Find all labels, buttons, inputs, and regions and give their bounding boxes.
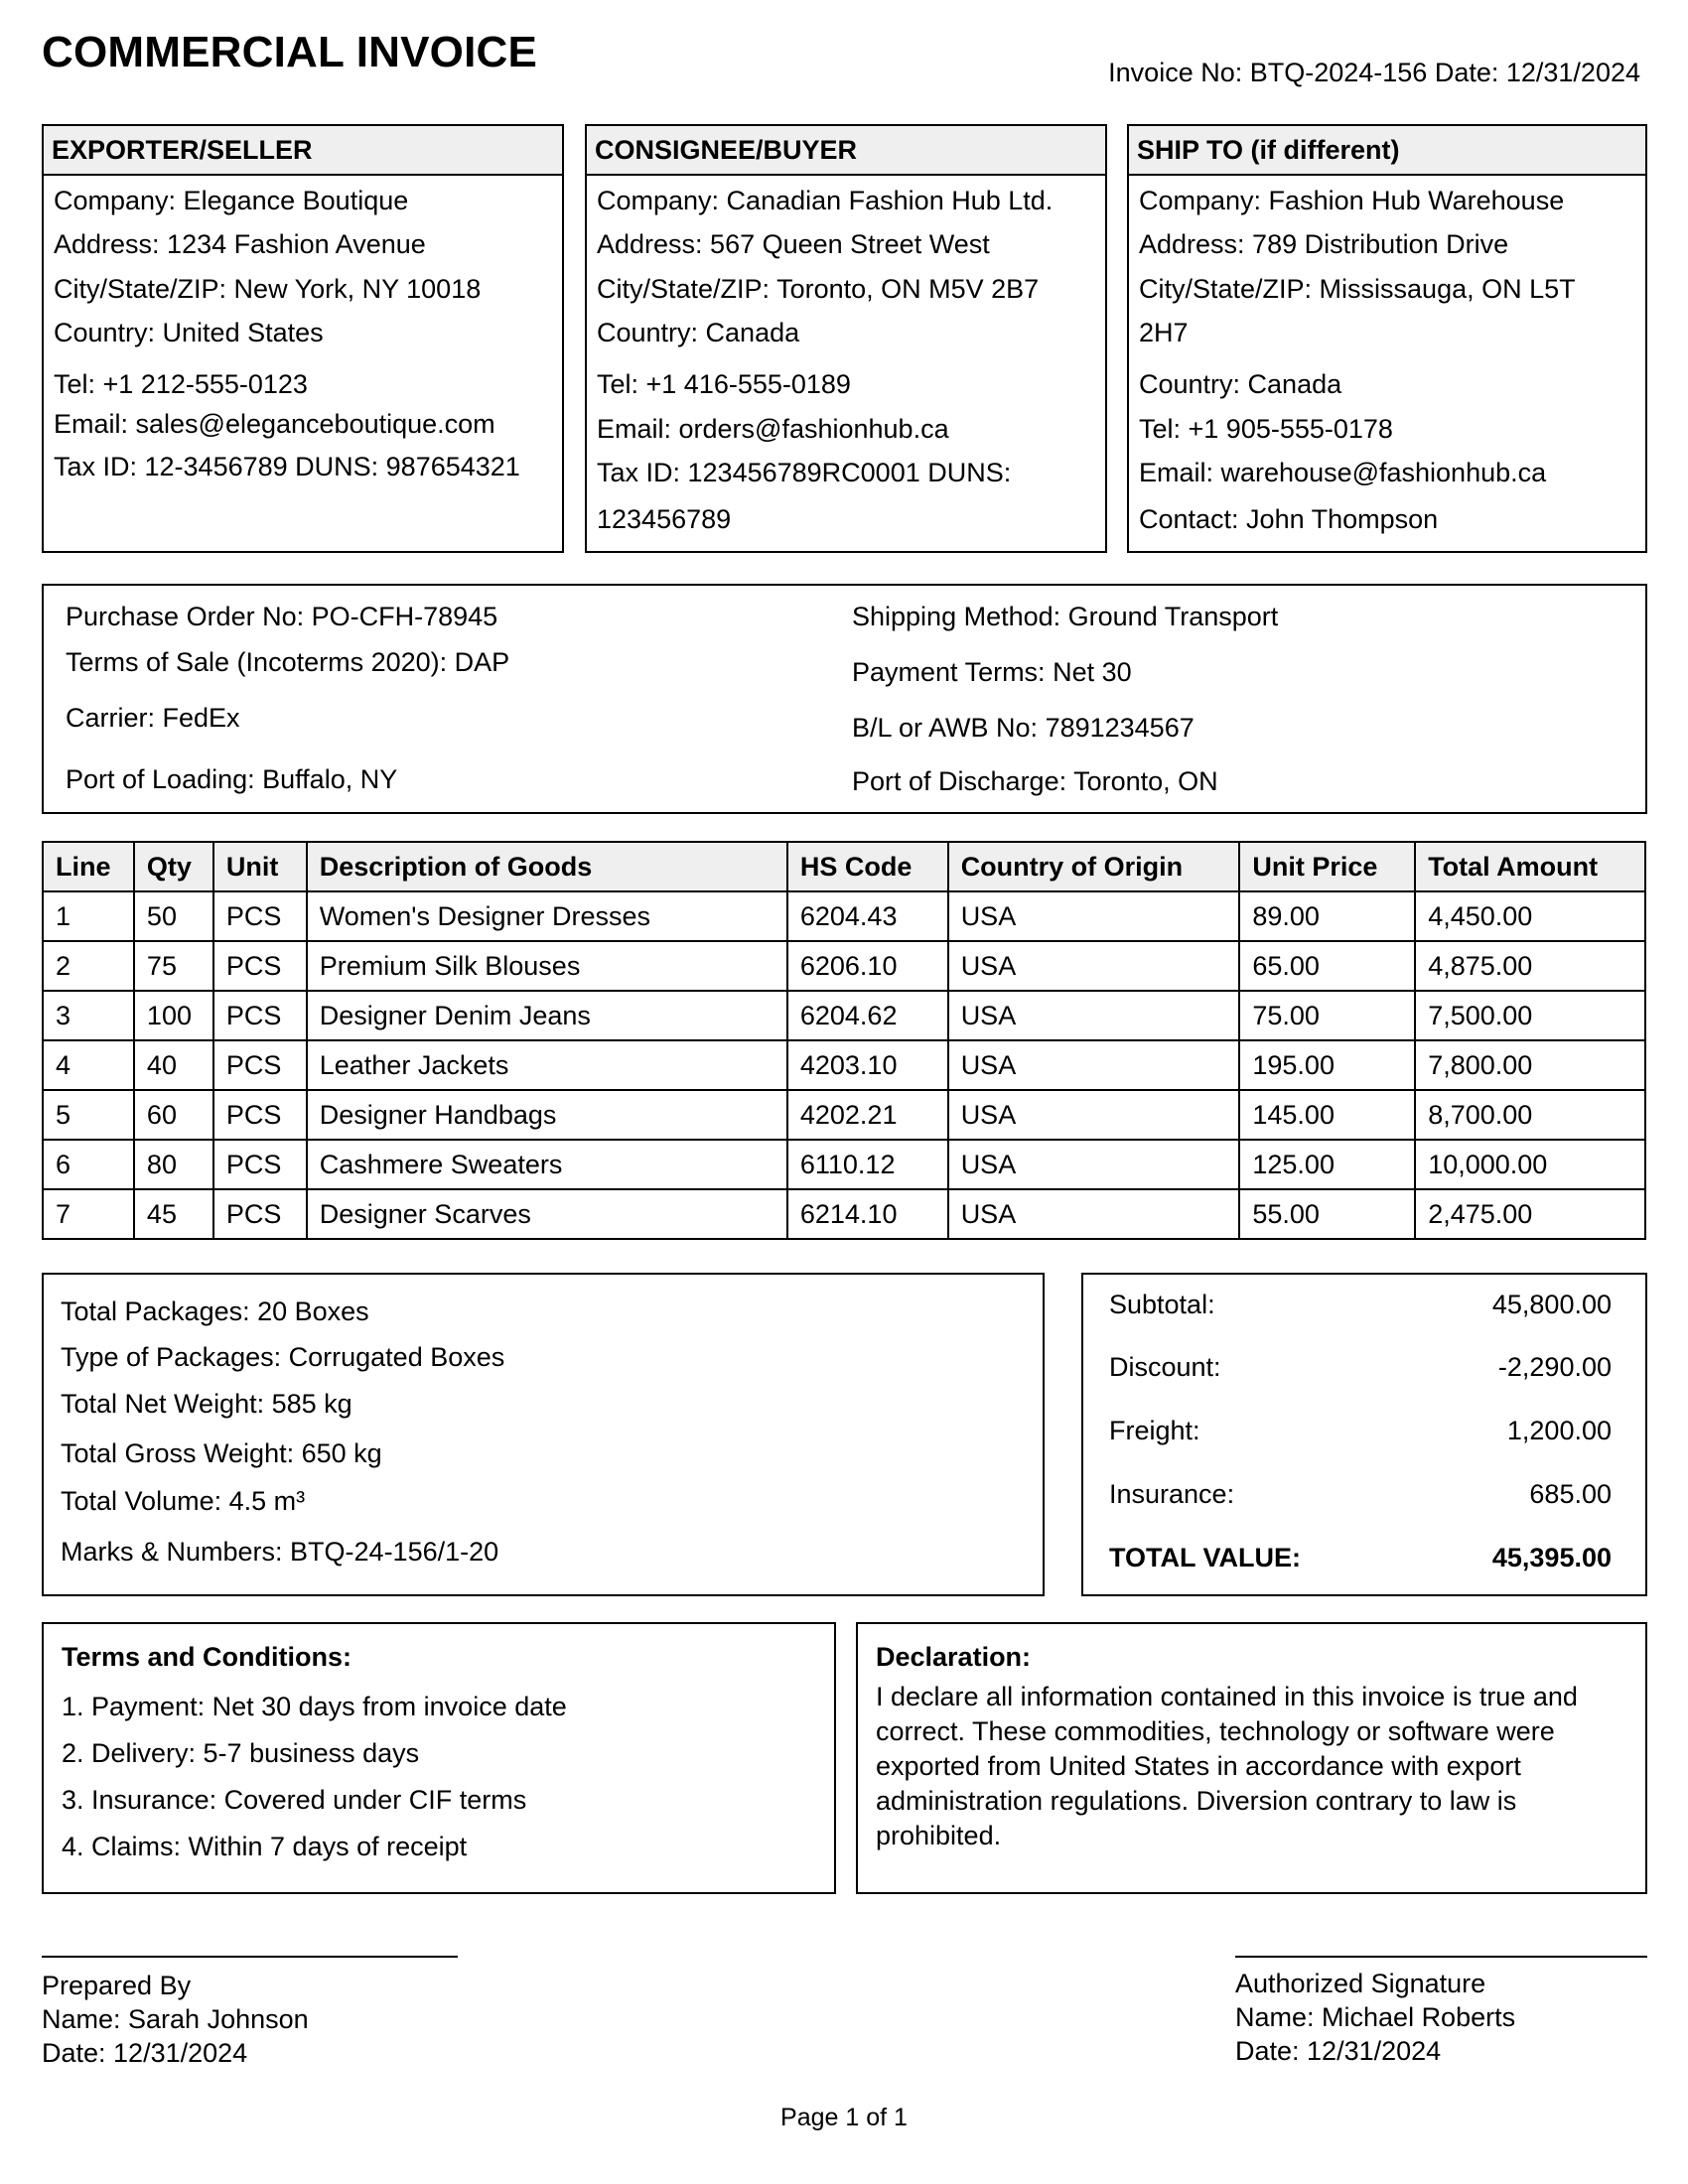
freight-value: 1,200.00 [1506,1416,1612,1445]
purchase-order: Purchase Order No: PO-CFH-78945 [66,602,498,631]
cell-origin: USA [948,1189,1240,1239]
col-header-line: Line [43,842,134,891]
col-header-unit: Unit [213,842,307,891]
ship-to-email: Email: warehouse@fashionhub.ca [1139,458,1547,487]
table-row [43,991,1645,1040]
cell-line: 1 [43,891,134,941]
exporter-company: Company: Elegance Boutique [54,186,409,215]
exporter-heading: EXPORTER/SELLER [44,126,562,176]
table-header-row [43,842,1645,891]
consignee-tel: Tel: +1 416-555-0189 [597,369,851,399]
table-row [43,1140,1645,1189]
table-row [43,1090,1645,1140]
discount-value: -2,290.00 [1497,1352,1612,1382]
term-item: 2. Delivery: 5-7 business days [62,1738,420,1768]
cell-unit-price: 125.00 [1239,1140,1415,1189]
declaration-box [856,1622,1647,1894]
cell-unit: PCS [213,1090,307,1140]
ship-to-tel: Tel: +1 905-555-0178 [1139,414,1393,444]
col-header-unit-price: Unit Price [1239,842,1415,891]
prepared-by-name: Name: Sarah Johnson [42,2004,309,2034]
cell-qty: 40 [134,1040,213,1090]
cell-total-amount: 8,700.00 [1415,1090,1645,1140]
marks-numbers: Marks & Numbers: BTQ-24-156/1-20 [61,1537,499,1567]
cell-unit: PCS [213,1040,307,1090]
cell-total-amount: 2,475.00 [1415,1189,1645,1239]
exporter-box [42,124,564,553]
exporter-city: City/State/ZIP: New York, NY 10018 [54,274,482,304]
authorized-signature-line [1235,1956,1647,1958]
consignee-company: Company: Canadian Fashion Hub Ltd. [597,186,1054,215]
term-item: 4. Claims: Within 7 days of receipt [62,1832,468,1861]
cell-description: Designer Handbags [307,1090,787,1140]
cell-unit-price: 55.00 [1239,1189,1415,1239]
declaration-heading: Declaration: [876,1642,1032,1672]
ship-to-address: Address: 789 Distribution Drive [1139,229,1509,259]
cell-qty: 80 [134,1140,213,1189]
cell-origin: USA [948,1040,1240,1090]
cell-hs-code: 4203.10 [787,1040,948,1090]
freight-label: Freight: [1109,1416,1200,1445]
shipping-details-box [42,584,1647,814]
total-packages: Total Packages: 20 Boxes [61,1297,369,1326]
cell-description: Designer Scarves [307,1189,787,1239]
cell-line: 7 [43,1189,134,1239]
page-number: Page 1 of 1 [780,2104,908,2131]
port-of-loading: Port of Loading: Buffalo, NY [66,764,398,794]
ship-to-city: City/State/ZIP: Mississauga, ON L5T [1139,274,1576,304]
totals-box [1081,1273,1647,1596]
cell-unit: PCS [213,991,307,1040]
net-weight: Total Net Weight: 585 kg [61,1389,352,1419]
prepared-signature-line [42,1956,458,1958]
exporter-country: Country: United States [54,318,324,347]
insurance-value: 685.00 [1529,1479,1612,1509]
consignee-duns: 123456789 [597,504,732,534]
consignee-tax-id: Tax ID: 123456789RC0001 DUNS: [597,458,1012,487]
cell-total-amount: 4,875.00 [1415,941,1645,991]
consignee-box [585,124,1107,553]
col-header-total-amount: Total Amount [1415,842,1645,891]
cell-line: 5 [43,1090,134,1140]
cell-origin: USA [948,891,1240,941]
col-header-description: Description of Goods [307,842,787,891]
cell-description: Women's Designer Dresses [307,891,787,941]
total-volume: Total Volume: 4.5 m³ [61,1486,306,1516]
cell-unit-price: 195.00 [1239,1040,1415,1090]
cell-line: 3 [43,991,134,1040]
cell-line: 4 [43,1040,134,1090]
consignee-address: Address: 567 Queen Street West [597,229,990,259]
cell-qty: 60 [134,1090,213,1140]
ship-to-box [1127,124,1647,553]
cell-hs-code: 6204.43 [787,891,948,941]
cell-origin: USA [948,1140,1240,1189]
shipping-method: Shipping Method: Ground Transport [852,602,1279,631]
terms-heading: Terms and Conditions: [62,1642,352,1672]
total-value-label: TOTAL VALUE: [1109,1543,1301,1572]
cell-total-amount: 7,500.00 [1415,991,1645,1040]
cell-origin: USA [948,941,1240,991]
packages-box [42,1273,1045,1596]
authorized-signature-block [1235,1967,1515,2068]
cell-qty: 50 [134,891,213,941]
cell-origin: USA [948,991,1240,1040]
cell-unit-price: 89.00 [1239,891,1415,941]
cell-qty: 100 [134,991,213,1040]
authorized-date: Date: 12/31/2024 [1235,2036,1442,2066]
col-header-qty: Qty [134,842,213,891]
cell-description: Designer Denim Jeans [307,991,787,1040]
authorized-name: Name: Michael Roberts [1235,2002,1516,2032]
exporter-tax-id: Tax ID: 12-3456789 DUNS: 987654321 [54,452,520,481]
consignee-heading: CONSIGNEE/BUYER [587,126,1105,176]
cell-origin: USA [948,1090,1240,1140]
table-row [43,891,1645,941]
cell-line: 2 [43,941,134,991]
package-type: Type of Packages: Corrugated Boxes [61,1342,505,1372]
cell-total-amount: 4,450.00 [1415,891,1645,941]
carrier: Carrier: FedEx [66,703,240,733]
cell-hs-code: 6110.12 [787,1140,948,1189]
cell-hs-code: 4202.21 [787,1090,948,1140]
ship-to-country: Country: Canada [1139,369,1342,399]
cell-unit: PCS [213,1140,307,1189]
cell-unit-price: 75.00 [1239,991,1415,1040]
cell-unit-price: 145.00 [1239,1090,1415,1140]
cell-description: Premium Silk Blouses [307,941,787,991]
total-value: 45,395.00 [1491,1543,1612,1572]
term-item: 1. Payment: Net 30 days from invoice date [62,1692,567,1721]
subtotal-value: 45,800.00 [1491,1290,1612,1319]
exporter-address: Address: 1234 Fashion Avenue [54,229,426,259]
ship-to-heading: SHIP TO (if different) [1129,126,1645,176]
ship-to-company: Company: Fashion Hub Warehouse [1139,186,1565,215]
payment-terms: Payment Terms: Net 30 [852,657,1132,687]
cell-unit: PCS [213,941,307,991]
prepared-by-date: Date: 12/31/2024 [42,2038,248,2068]
col-header-origin: Country of Origin [948,842,1240,891]
discount-label: Discount: [1109,1352,1221,1382]
exporter-email: Email: sales@eleganceboutique.com [54,409,495,439]
consignee-city: City/State/ZIP: Toronto, ON M5V 2B7 [597,274,1040,304]
cell-total-amount: 10,000.00 [1415,1140,1645,1189]
invoice-title: COMMERCIAL INVOICE [42,28,538,76]
terms-of-sale: Terms of Sale (Incoterms 2020): DAP [66,647,510,677]
cell-qty: 75 [134,941,213,991]
gross-weight: Total Gross Weight: 650 kg [61,1438,382,1468]
table-row [43,1040,1645,1090]
cell-description: Cashmere Sweaters [307,1140,787,1189]
ship-to-zip: 2H7 [1139,318,1189,347]
cell-qty: 45 [134,1189,213,1239]
table-row [43,1189,1645,1239]
cell-unit: PCS [213,1189,307,1239]
port-of-discharge: Port of Discharge: Toronto, ON [852,766,1218,796]
goods-table [42,841,1646,1240]
cell-hs-code: 6206.10 [787,941,948,991]
cell-total-amount: 7,800.00 [1415,1040,1645,1090]
subtotal-label: Subtotal: [1109,1290,1215,1319]
authorized-signature-label: Authorized Signature [1235,1969,1486,1998]
term-item: 3. Insurance: Covered under CIF terms [62,1785,527,1815]
declaration-text: I declare all information contained in this invoice is true and correct. These commodities, technology or software were exported from United States in accordance with export administration regulations. Diversion contrary to law is prohibited. [876,1682,1578,1850]
ship-to-contact: Contact: John Thompson [1139,504,1439,534]
table-row [43,941,1645,991]
cell-unit: PCS [213,891,307,941]
terms-box [42,1622,836,1894]
cell-unit-price: 65.00 [1239,941,1415,991]
prepared-by-block [42,1969,309,2070]
cell-hs-code: 6214.10 [787,1189,948,1239]
cell-line: 6 [43,1140,134,1189]
col-header-hs-code: HS Code [787,842,948,891]
consignee-email: Email: orders@fashionhub.ca [597,414,949,444]
bl-awb-number: B/L or AWB No: 7891234567 [852,713,1195,743]
exporter-tel: Tel: +1 212-555-0123 [54,369,308,399]
cell-hs-code: 6204.62 [787,991,948,1040]
prepared-by-label: Prepared By [42,1971,192,2000]
cell-description: Leather Jackets [307,1040,787,1090]
consignee-country: Country: Canada [597,318,800,347]
invoice-number-date: Invoice No: BTQ-2024-156 Date: 12/31/2024 [1108,58,1640,87]
insurance-label: Insurance: [1109,1479,1235,1509]
